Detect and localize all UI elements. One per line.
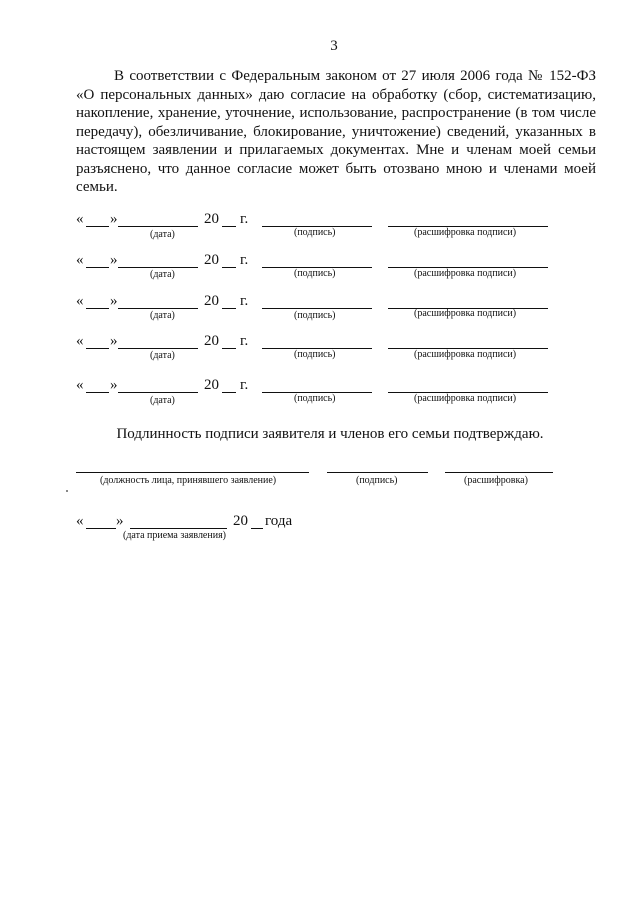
signature-line bbox=[262, 308, 372, 309]
year-suffix: г. bbox=[240, 252, 249, 268]
year-line bbox=[251, 528, 263, 529]
year-prefix: 20 bbox=[204, 333, 219, 349]
year-prefix: 20 bbox=[204, 377, 219, 393]
date-line bbox=[118, 392, 198, 393]
year-suffix: г. bbox=[240, 293, 249, 309]
quote-open: « bbox=[76, 377, 84, 393]
quote-open: « bbox=[76, 252, 84, 268]
year-prefix: 20 bbox=[204, 293, 219, 309]
signature-caption: (подпись) bbox=[294, 268, 336, 279]
quote-close: » bbox=[110, 252, 118, 268]
quote-close: » bbox=[110, 333, 118, 349]
decoding-caption: (расшифровка подписи) bbox=[414, 227, 517, 238]
page-number: 3 bbox=[330, 38, 338, 54]
date-line bbox=[118, 308, 198, 309]
year-line bbox=[222, 226, 236, 227]
year-suffix: г. bbox=[240, 333, 249, 349]
year-prefix: 20 bbox=[233, 513, 248, 529]
quote-close: » bbox=[110, 293, 118, 309]
quote-open: « bbox=[76, 211, 84, 227]
date-line bbox=[130, 528, 227, 529]
year-prefix: 20 bbox=[204, 252, 219, 268]
quote-open: « bbox=[76, 513, 84, 529]
date-caption: (дата) bbox=[150, 310, 175, 321]
decoding-caption: (расшифровка подписи) bbox=[414, 393, 517, 404]
signature-line bbox=[327, 472, 428, 473]
quote-close: » bbox=[110, 377, 118, 393]
signature-caption: (подпись) bbox=[294, 393, 336, 404]
day-line bbox=[86, 308, 109, 309]
year-suffix: г. bbox=[240, 211, 249, 227]
signature-caption: (подпись) bbox=[294, 227, 336, 238]
year-prefix: 20 bbox=[204, 211, 219, 227]
position-line bbox=[76, 472, 309, 473]
signature-caption: (подпись) bbox=[294, 349, 336, 360]
date-line bbox=[118, 267, 198, 268]
authentication-title: Подлинность подписи заявителя и членов его семьи подтверждаю. bbox=[116, 426, 544, 442]
year-suffix: года bbox=[265, 513, 293, 529]
position-caption: (должность лица, принявшего заявление) bbox=[100, 475, 277, 486]
decoding-caption: (расшифровка подписи) bbox=[414, 349, 517, 360]
decoding-caption: (расшифровка подписи) bbox=[414, 308, 517, 319]
day-line bbox=[86, 226, 109, 227]
decoding-caption: (расшифровка подписи) bbox=[414, 268, 517, 279]
date-line bbox=[118, 348, 198, 349]
date-caption: (дата) bbox=[150, 229, 175, 240]
date-caption: (дата) bbox=[150, 395, 175, 406]
day-line bbox=[86, 528, 116, 529]
date-caption: (дата) bbox=[150, 269, 175, 280]
year-suffix: г. bbox=[240, 377, 249, 393]
quote-close: » bbox=[110, 211, 118, 227]
scan-speck bbox=[66, 490, 68, 492]
quote-open: « bbox=[76, 293, 84, 309]
consent-paragraph: В соответствии с Федеральным законом от 27 июля 2006 года № 152-ФЗ «О персональных данных» даю согласие на обработку (сбор, систематизацию, накопление, хранение, уточнение, использование, распространение (в том числе передачу), обезличивание, блокирование, уничтожение) сведений, указанных в настоящем заявлении и прилагаемых документах. Мне и членам моей семьи разъяснено, что данное согласие может быть отозвано мною и членами моей семьи. bbox=[76, 68, 596, 195]
day-line bbox=[86, 348, 109, 349]
year-line bbox=[222, 392, 236, 393]
date-caption: (дата) bbox=[150, 350, 175, 361]
year-line bbox=[222, 267, 236, 268]
signature-caption: (подпись) bbox=[356, 475, 398, 486]
day-line bbox=[86, 392, 109, 393]
decoding-line bbox=[445, 472, 553, 473]
quote-open: « bbox=[76, 333, 84, 349]
year-line bbox=[222, 308, 236, 309]
receipt-date-caption: (дата приема заявления) bbox=[123, 530, 227, 541]
day-line bbox=[86, 267, 109, 268]
quote-close: » bbox=[116, 513, 124, 529]
signature-caption: (подпись) bbox=[294, 310, 336, 321]
date-line bbox=[118, 226, 198, 227]
decoding-caption: (расшифровка) bbox=[464, 475, 528, 486]
year-line bbox=[222, 348, 236, 349]
